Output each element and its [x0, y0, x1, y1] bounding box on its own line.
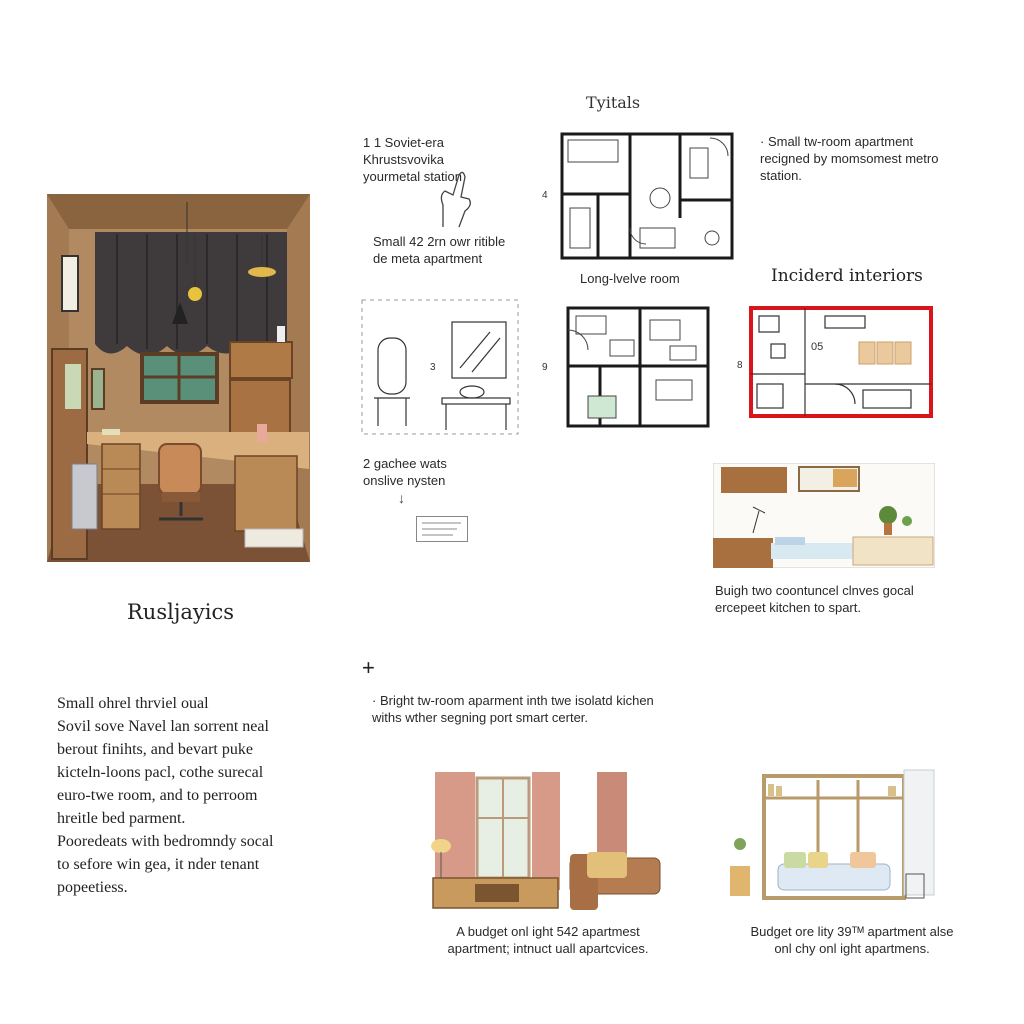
small-apartment-note: Small 42 2rn owr ritible de meta apartment: [373, 234, 506, 266]
paragraph-line: berout finihts, and bevart puke: [57, 741, 253, 758]
bright-two-room-note: · Bright tw-room aparment inth twe isolatd kichen withs wther segning port smart certer.: [372, 693, 654, 725]
soviet-note: 1 1 Soviet-era Khrustsvovika yourmetal station: [363, 135, 462, 184]
paragraph-line: Sovil sove Navel lan sorrent neal: [57, 718, 269, 735]
floor-plan-two-room: [540, 300, 720, 435]
small-note-card: [416, 516, 468, 542]
left-title: Rusljayics: [127, 600, 234, 624]
arrow-down-icon: ↓: [398, 490, 405, 506]
plus-icon: +: [362, 655, 375, 680]
paragraph-line: hreitle bed parment.: [57, 810, 186, 827]
bedroom-illustration: [713, 463, 935, 568]
living-left-caption: A budget onl ight 542 apartmest apartment; intnuct uall apartcvices.: [447, 924, 649, 956]
plan-caption: Long-lvelve room: [580, 271, 680, 286]
living-room-right-illustration: [728, 766, 938, 916]
paragraph-line: Small ohrel thrviel oual: [57, 695, 209, 712]
plan2-side-label: 9: [542, 362, 548, 373]
living-right-caption: Budget ore lity 39ᵀᴹ apartment alse onl chy onl ight apartmens.: [750, 924, 954, 956]
furniture-sketch: [360, 298, 520, 438]
paragraph-line: euro-twe room, and to perroom: [57, 787, 258, 804]
paragraph-line: Pooredeats with bedromndy socal: [57, 833, 274, 850]
plan1-side-label: 4: [542, 190, 548, 201]
plan3-text-label: 05: [811, 341, 824, 353]
section-heading-typicals: Tyitals: [586, 93, 641, 112]
living-room-left-illustration: [425, 768, 670, 918]
bright-kitchen-note: Buigh two coontuncel clnves gocal ercepeet kitchen to spart.: [715, 583, 914, 615]
two-room-note: · Small tw-room apartment recigned by momsomest metro station.: [760, 134, 939, 183]
room-illustration: [47, 194, 310, 562]
plan3-side-label: 8: [737, 360, 743, 371]
left-paragraph: [57, 692, 337, 899]
pointing-hand-icon: [435, 165, 475, 229]
paragraph-line: kicteln-loons pacl, cothe surecal: [57, 764, 264, 781]
sketch-mid-label: 3: [430, 362, 436, 373]
floor-plan-included: [735, 304, 935, 420]
floor-plan-typical: [540, 128, 740, 268]
paragraph-line: to sefore win gea, it nder tenant: [57, 856, 260, 873]
paragraph-line: popeetiess.: [57, 879, 128, 896]
gachee-note: 2 gachee wats onslive nysten: [363, 456, 447, 488]
section-heading-included-interiors: Inciderd interiors: [771, 266, 923, 286]
